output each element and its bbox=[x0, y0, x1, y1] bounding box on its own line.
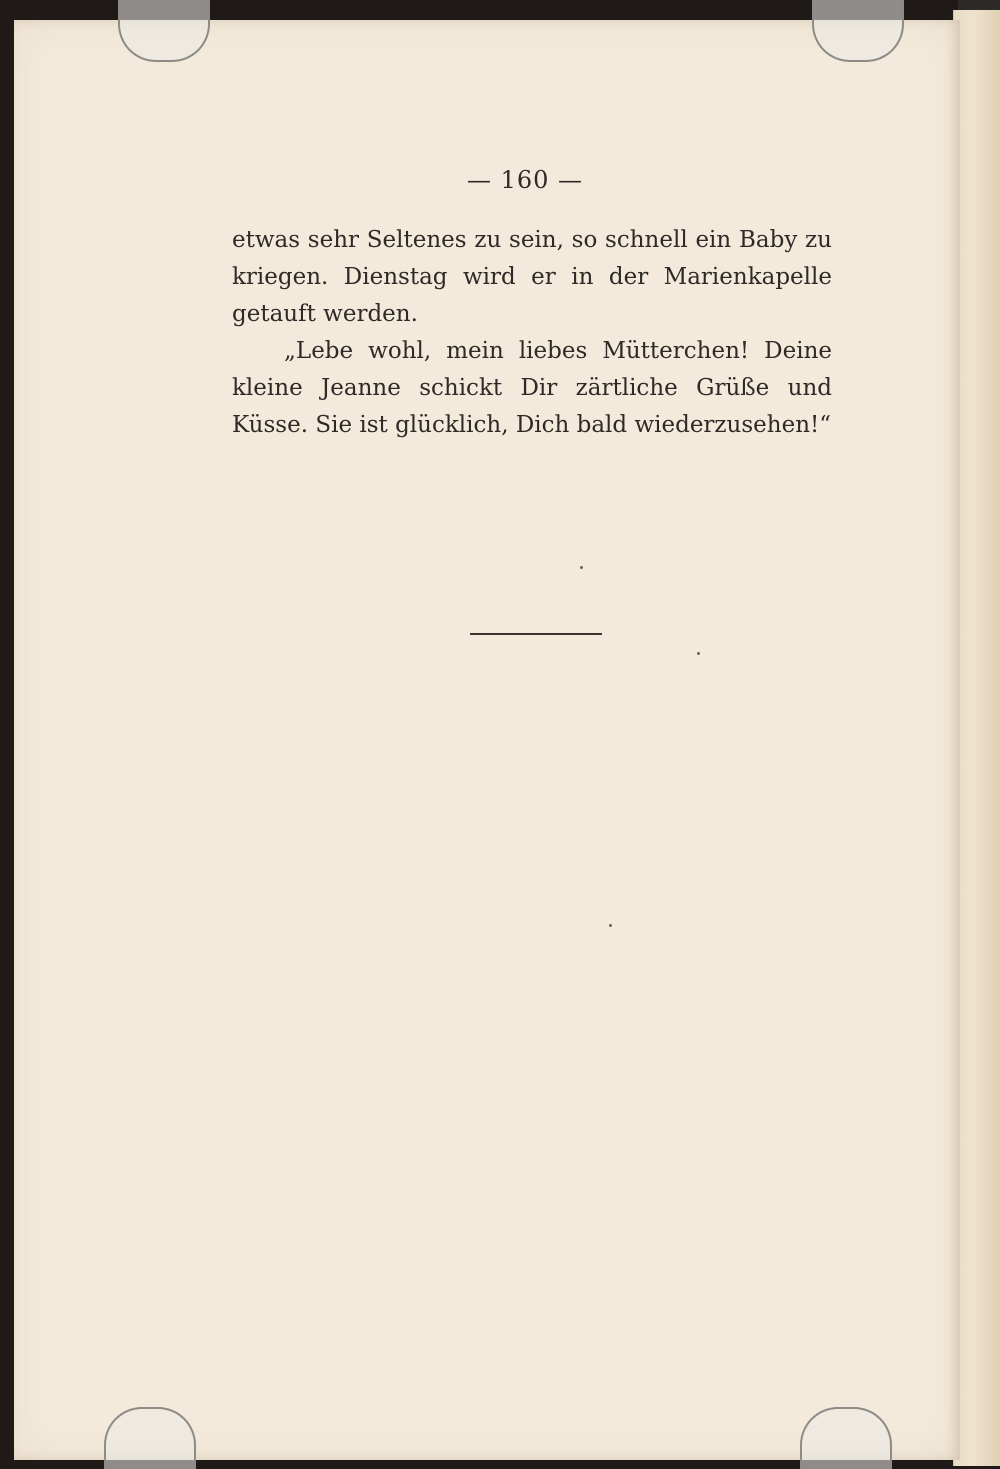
paper-speck bbox=[580, 566, 583, 569]
paper-speck bbox=[697, 652, 700, 655]
mounting-clip-top-left bbox=[118, 0, 210, 62]
mounting-clip-bottom-right bbox=[800, 1407, 892, 1469]
body-text bbox=[232, 222, 832, 444]
paper-speck bbox=[609, 924, 612, 927]
page-number: — 160 — bbox=[466, 166, 584, 194]
page-edge bbox=[953, 10, 1000, 1466]
mounting-clip-bottom-left bbox=[104, 1407, 196, 1469]
mounting-clip-top-right bbox=[812, 0, 904, 62]
paragraph: „Lebe wohl, mein liebes Mütterchen! Deine kleine Jeanne schickt Dir zärtliche Grüße und Küsse. Sie ist glücklich, Dich bald wiederzusehen!“ bbox=[232, 338, 832, 438]
paragraph: etwas sehr Seltenes zu sein, so schnell ein Baby zu kriegen. Dienstag wird er in der Marienkapelle getauft werden. bbox=[232, 227, 832, 327]
section-end-rule bbox=[470, 633, 602, 635]
